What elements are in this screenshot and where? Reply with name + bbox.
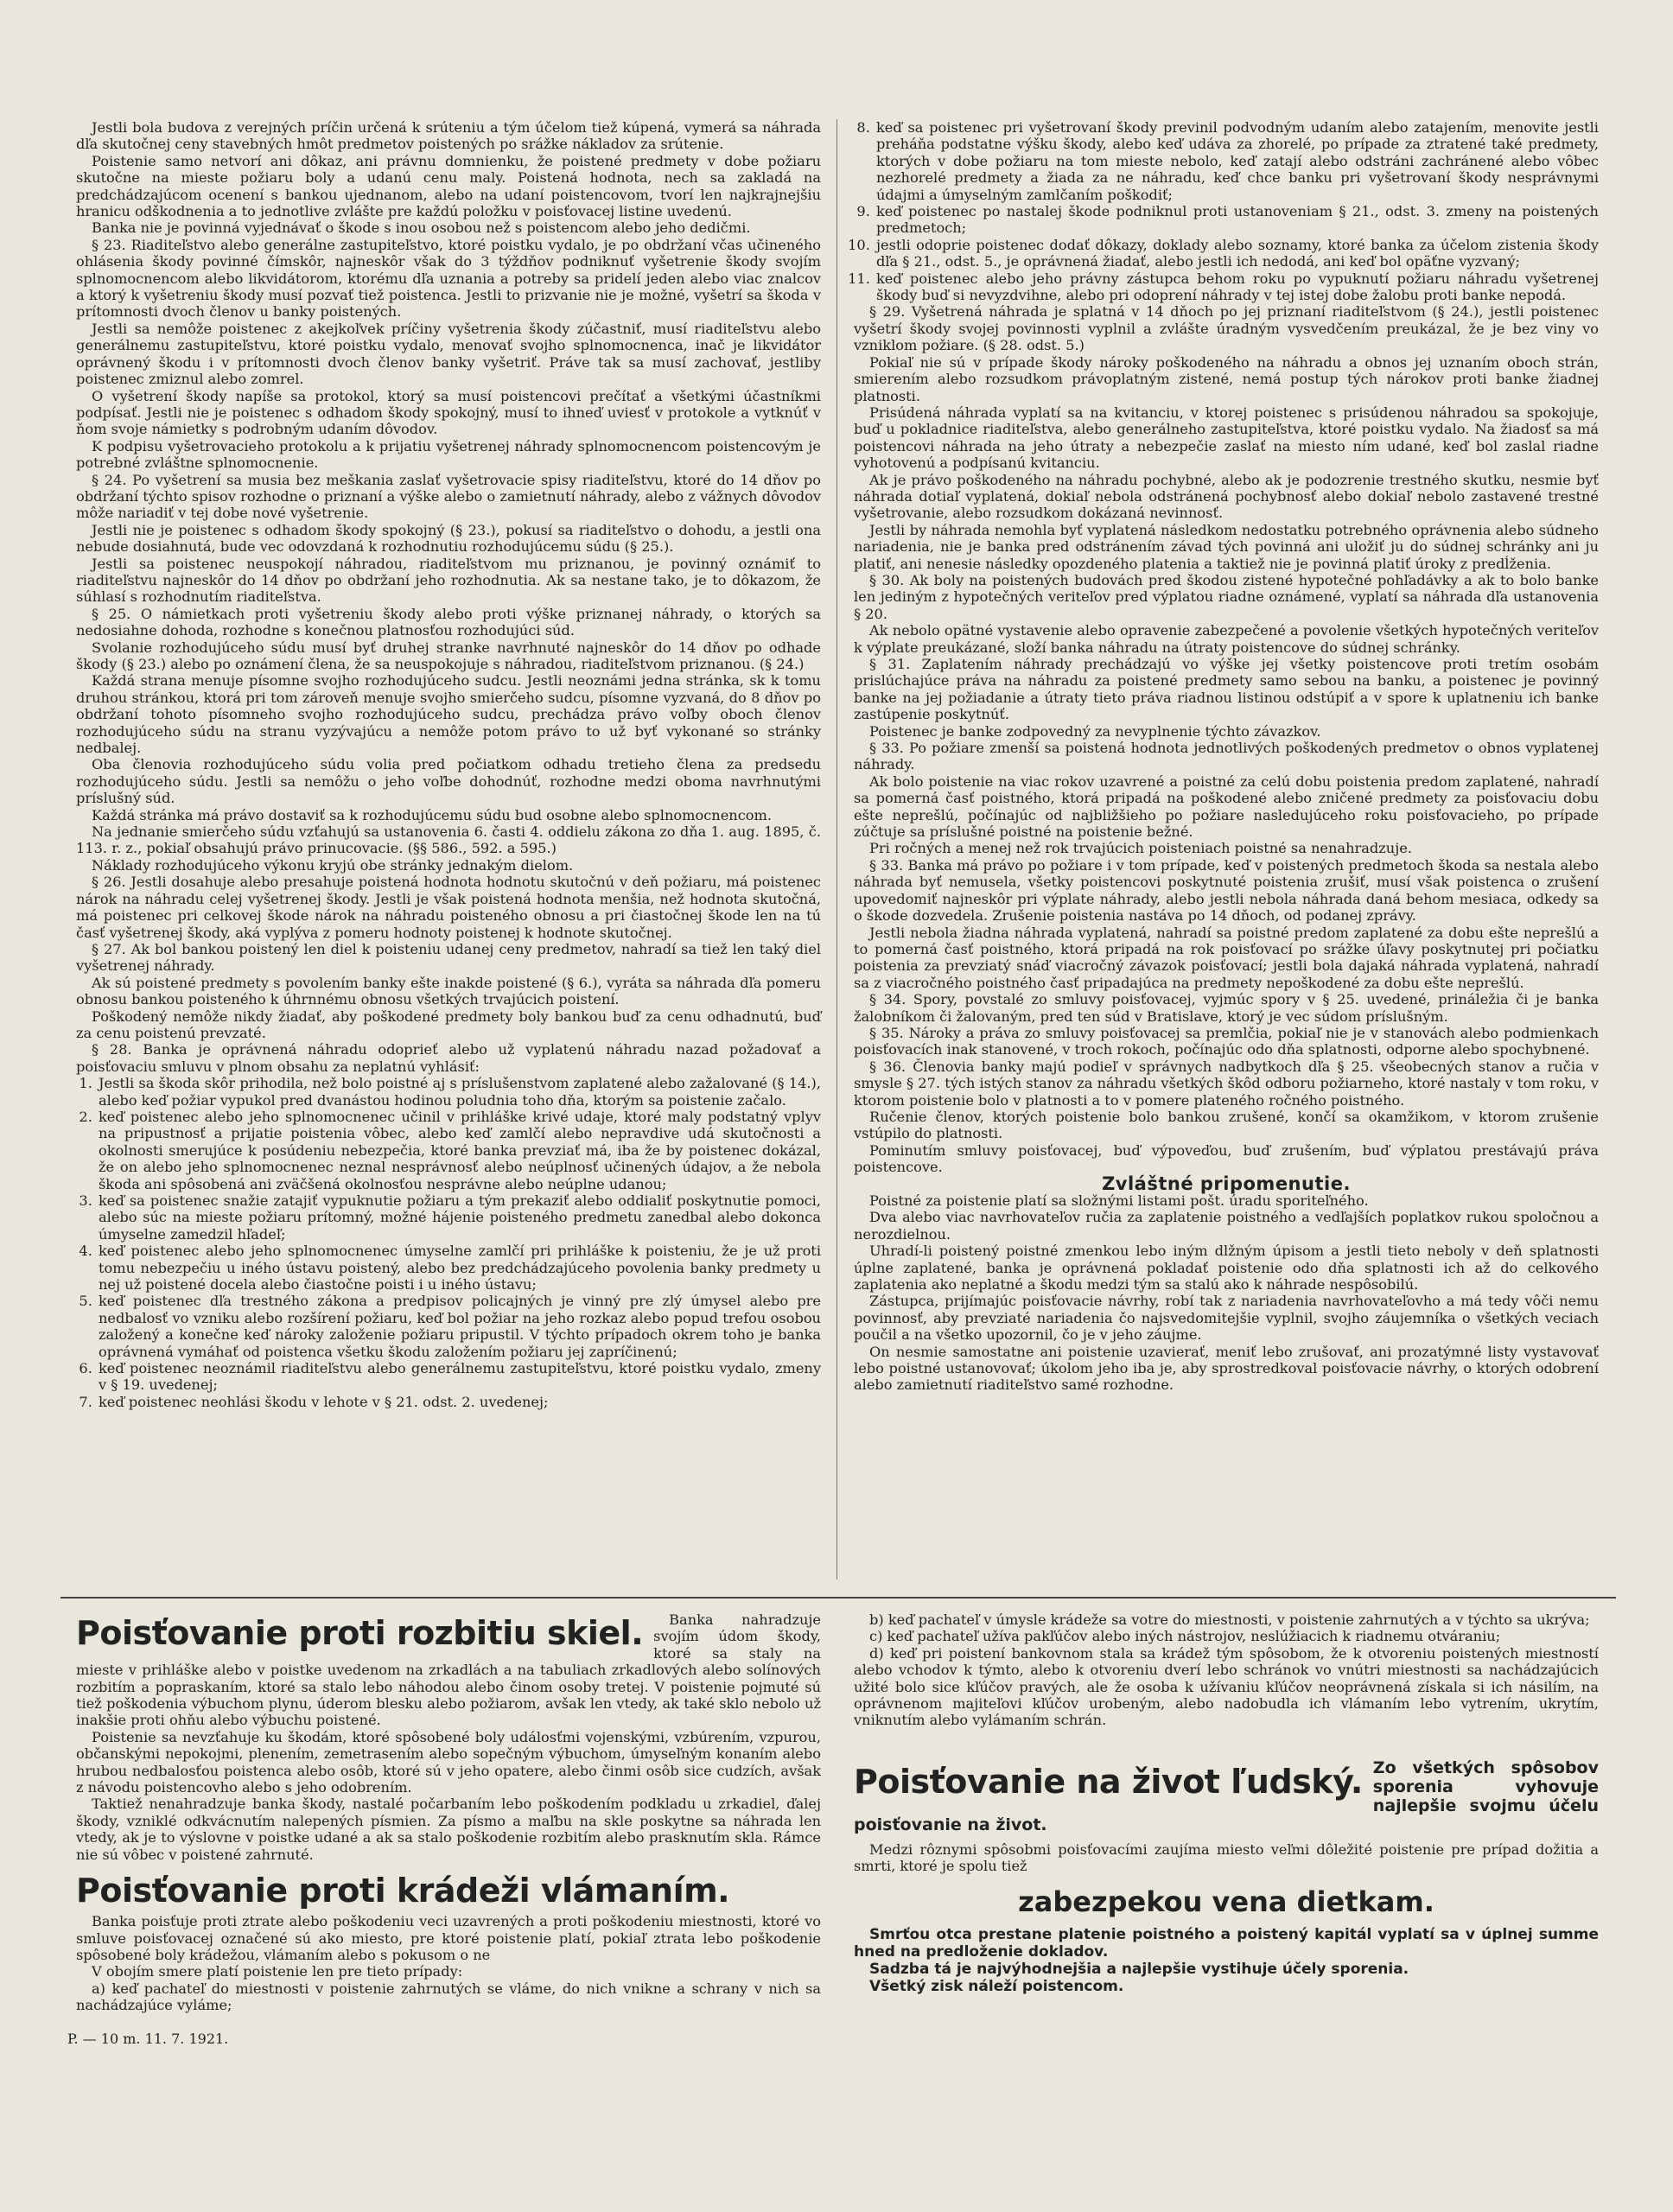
paragraph: Jestli by náhrada nemohla byť vyplatená následkom nedostatku potrebného oprávnenia alebo súdneho nariadenia, nie je banka pred odstránením závad tých povinná ani uložiť ju do súdnej schránky ani ju platiť, ani nenesie následky opozdeného platenia a taktiež nie je povinná platiť úroky z predĺženia. — [854, 521, 1599, 572]
paragraph: Sadzba tá je najvýhodnejšia a najlepšie vystihuje účely sporenia. — [869, 1961, 1409, 1979]
paragraph: Poistenie sa nevzťahuje ku škodám, ktoré spôsobené boly událosťmi vojenskými, vzbúrením, vzpurou, občanskými nepokojmi, plenením, zemetrasením alebo sopečným výbuchom, úmyseľným konaním alebo hrubou nedbalosťou poistenca alebo osôb, ktoré sú v jeho opatere, alebo činmi osôb sice cudzích, avšak z návodu poistencovho alebo s jeho odobrením. — [76, 1728, 821, 1796]
glass-insurance-heading: Poisťovanie proti rozbitiu skiel. — [76, 1614, 644, 1652]
paragraph: Náklady rozhodujúceho výkonu kryjú obe stránky jednakým dielom. — [92, 856, 574, 874]
list-item: 6. keď poistenec neoznámil riaditeľstvu alebo generálnemu zastupiteľstvu, ktoré poistku vydalo, zmeny v § 19. uvedenej; — [97, 1360, 821, 1394]
paragraph: Medzi rôznymi spôsobmi poisťovacími zaujíma miesto veľmi dôležité poistenie pre prípad dožitia a smrti, ktoré je spolu tiež — [854, 1840, 1599, 1875]
paragraph: a) keď pachateľ do miestnosti v poistenie zahrnutých se vláme, do nich vnikne a schrany v nich sa nachádzajúce vyláme; — [76, 1980, 821, 2014]
paragraph: On nesmie samostatne ani poistenie uzavierať, meniť lebo zrušovať, ani prozatýmné listy vystavovať lebo poistné ustanovovať; úkolom jeho iba je, aby sprostredkoval poisťovacie návrhy, o ktorých odobrení alebo zamietnutí riaditeľstvo samé rozhodne. — [854, 1343, 1599, 1394]
paragraph: § 33. Banka má právo po požiare i v tom prípade, keď v poistených predmetoch škoda sa nestala alebo náhrada byť nemusela, všetky poistencovi poskytnuté poistenia zrušiť, musí však poistenca o zrušení upovedomiť najneskôr pri výplate náhrady, alebo jestli nebola náhrada daná behom mesiaca, odkedy sa o škode dozvedela. Zrušenie poistenia nastáva po 14 dňoch, od podanej zprávy. — [854, 856, 1599, 925]
paragraph: Poistenie samo netvorí ani dôkaz, ani právnu domnienku, že poistené predmety v dobe požiaru skutočne na mieste požiaru boly a udanú cenu maly. Poistená hodnota, nech sa zakladá na predchádzajúcom ocenení s bankou ujednanom, alebo na udaní poistencovom, tvorí len najkrajnejšiu hranicu odškodnenia a to jednotlive zvlášte pre každú položku v poisťovacej listine uvedenú. — [76, 152, 821, 220]
paragraph: § 29. Vyšetrená náhrada je splatná v 14 dňoch po jej priznaní riaditeľstvom (§ 24.), jestli poistenec vyšetrí škody svojej povinnosti vyplnil a zvlášte úradným vysvedčením preukázal, že je bez viny vo vzniklom požiare. (§ 28. odst. 5.) — [854, 303, 1599, 354]
paragraph: K podpisu vyšetrovacieho protokolu a k prijatiu vyšetrenej náhrady splnomocnencom poistencovým je potrebné zvláštne splnomocnenie. — [76, 437, 821, 472]
section-divider — [60, 1597, 1616, 1599]
paragraph: Poistenec je banke zodpovedný za nevyplnenie týchto závazkov. — [869, 722, 1321, 740]
paragraph: § 23. Riaditeľstvo alebo generálne zastupiteľstvo, ktoré poistku vydalo, je po obdržaní včas učineného ohlásenia škody povinné čímskôr, najneskôr však do 3 týždňov podniknuť vyšetrenie škody svojím splnomocnencom alebo likvidátorom, ktorému dľa uznania a potreby sa pridelí jeden alebo viac znalcov a ktorý k vyšetreniu škody musí pozvať tiež poistenca. Jestli to prizvanie nie je možné, vyšetrí sa škoda v prítomnosti dvoch členov u banky poistených. — [76, 236, 821, 321]
bottom-right-section — [854, 1611, 1599, 1995]
dowry-heading: zabezpekou vena dietkam. — [1018, 1885, 1434, 1918]
paragraph: Na jednanie smierčeho súdu vzťahujú sa ustanovenia 6. časti 4. oddielu zákona zo dňa 1. aug. 1895, č. 113. r. z., pokiaľ obsahujú právo prinucovacie. (§§ 586., 592. a 595.) — [76, 823, 821, 857]
paragraph: Ručenie členov, ktorých poistenie bolo bankou zrušené, končí sa okamžikom, v ktorom zrušenie vstúpilo do platnosti. — [854, 1108, 1599, 1142]
list-item: 7. keď poistenec neohlási škodu v lehote v § 21. odst. 2. uvedenej; — [97, 1394, 821, 1410]
paragraph: § 28. Banka je oprávnená náhradu odoprieť alebo už vyplatenú náhradu nazad požadovať a poisťovaciu smluvu v plnom obsahu za neplatnú vyhlásiť: — [76, 1041, 821, 1075]
paragraph: Jestli sa poistenec neuspokojí náhradou, riaditeľstvom mu priznanou, je povinný oznámiť to riaditeľstvu najneskôr do 14 dňov po obdržaní jeho rozhodnutia. Ak sa nestane tako, je to dôkazom, že súhlasí s rozhodnutím riaditeľstva. — [76, 555, 821, 606]
paragraph: § 31. Zaplatením náhrady prechádzajú vo výške jej všetky poistencove proti tretím osobám prislúchajúce práva na náhradu za poistené predmety samo sebou na banku, a poistenec je povinný banke na jej požiadanie a útraty tieto práva riadnou listinou odstúpiť a v spore k uplatneniu ich banke zastúpenie poskytnúť. — [854, 656, 1599, 723]
paragraph: V obojím smere platí poistenie len pre tieto prípady: — [92, 1963, 463, 1980]
list-item: 8. keď sa poistenec pri vyšetrovaní škody previnil podvodným udaním alebo zatajením, menovite jestli preháňa podstatne výšku škody, alebo keď udáva za zhorelé, po prípade za ztratené také predmety, ktorých v dobe požiaru na tom mieste nebolo, keď zatají alebo odstráni zachránené alebo vôbec nezhorelé predmety a žiada za ne náhradu, keď chce banku pri vyšetrovaní škody nesprávnymi údajmi a úmyselným zamlčaním poškodiť; — [875, 119, 1599, 203]
paragraph: Prisúdená náhrada vyplatí sa na kvitanciu, v ktorej poistenec s prisúdenou náhradou sa spokojuje, buď u pokladnice riaditeľstva, alebo generálneho zastupiteľstva, ktoré poistku vydalo. Na žiadosť sa má poistencovi náhrada na jeho útraty a nebezpečie zaslať na miesto ním udané, keď bol zaslal riadne vyhotovenú a podpísanú kvitanciu. — [854, 404, 1599, 472]
list-item: 9. keď poistenec po nastalej škode podniknul proti ustanoveniam § 21., odst. 3. zmeny na poistených predmetoch; — [875, 203, 1599, 237]
paragraph: Svolanie rozhodujúceho súdu musí byť druhej stranke navrhnuté najneskôr do 14 dňov po odhade škody (§ 23.) alebo po oznámení člena, že sa neuspokojuje s náhradou, riaditeľstvom priznanou. (§ 24.) — [76, 639, 821, 672]
paragraph: Každá stránka má právo dostaviť sa k rozhodujúcemu súdu bud osobne alebo splnomocnencom. — [92, 806, 773, 823]
life-insurance-heading: Poisťovanie na život ľudský. — [854, 1762, 1363, 1801]
paragraph: O vyšetrení škody napíše sa protokol, ktorý sa musí poistencovi prečítať a všetkými účastníkmi podpísať. Jestli nie je poistenec s odhadom škody spokojný, musí to ihneď uviesť v protokole a vytknúť v ňom svoje námietky s podrobným udaním dôvodov. — [76, 387, 821, 438]
paragraph: Pri ročných a menej než rok trvajúcich poisteniach poistné sa nenahradzuje. — [869, 840, 1412, 857]
print-footer: P. — 10 m. 11. 7. 1921. — [67, 2031, 229, 2047]
list-item: 4. keď poistenec alebo jeho splnomocnenec úmyselne zamlčí pri prihláške k poisteniu, že je už proti tomu nebezpečiu u iného ústavu poistený, alebo bez predchádzajúceho povolenia banky predmety u nej už poistené docela alebo čiastočne poisti i u iného ústavu; — [97, 1243, 821, 1293]
paragraph: Poistné za poistenie platí sa složnými listami pošt. úradu sporiteľného. — [869, 1192, 1369, 1209]
paragraph: § 35. Nároky a práva zo smluvy poisťovacej sa premlčia, pokiaľ nie je v stanovách alebo podmienkach poisťovacích inak stanovené, v troch rokoch, počínajúc odo dňa splatnosti, odporne alebo spochybnené. — [854, 1024, 1599, 1058]
paragraph: Poškodený nemôže nikdy žiadať, aby poškodené predmety boly bankou buď za cenu odhadnutú, buď za cenu poistenú prevzaté. — [76, 1007, 821, 1041]
paragraph: Jestli bola budova z verejných príčin určená k srúteniu a tým účelom tiež kúpená, vymerá sa náhrada dľa skutočnej ceny stavebných hmôt predmetov poistených po srážke nákladov za srútenie. — [76, 119, 821, 153]
paragraph: Ak je právo poškodeného na náhradu pochybné, alebo ak je podozrenie trestného skutku, nesmie byť náhrada dotiaľ vyplatená, dokiaľ nebola odstránená pochybnosť alebo dokiaľ nebolo zastavené trestné vyšetrovanie, alebo rozsudkom dokázaná nevinnosť. — [854, 471, 1599, 522]
list-item: 11. keď poistenec alebo jeho právny zástupca behom roku po vypuknutí požiaru náhradu vyšetrenej škody buď si nevyzdvihne, alebo pri odoprení náhrady v tej istej dobe žalobu proti banke nepodá. — [875, 270, 1599, 304]
list-item: b) keď pachateľ v úmysle krádeže sa votre do miestnosti, v poistenie zahrnutých a v týchto sa ukrýva; — [869, 1611, 1590, 1628]
paragraph: § 27. Ak bol bankou poistený len diel k poisteniu udanej ceny predmetov, nahradí sa tiež len taký diel vyšetrenej náhrady. — [76, 940, 821, 975]
paragraph: Pokiaľ nie sú v prípade škody nároky poškodeného na náhradu a obnos jej uznaním oboch strán, smierením alebo rozsudkom právoplatným zistené, nemá postup tých nárokov proti banke žiadnej platnosti. — [854, 353, 1599, 404]
paragraph: Taktiež nenahradzuje banka škody, nastalé počarbaním lebo poškodením podkladu u zrkadiel, ďalej škody, vzniklé odkvácnutím nalepených písmien. Za písmo a maľbu na skle poskytne sa náhrada len vtedy, ak je to výslovne v poistke udané a ak sa stalo poškodenie rozbitím alebo prasknutím skla. Rámce nie sú vôbec v poistené zahrnuté. — [76, 1796, 821, 1863]
list-item: d) keď pri poistení bankovnom stala sa krádež tým spôsobom, že k otvoreniu poistených miestností alebo vchodov k týmto, alebo k otvoreniu dverí lebo schránok vo vnútri miestnosti sa nachádzajúcich užité bolo sice kľúčov pravých, ale že osoba k užívaniu kľúčov neoprávnená získala si ich násilím, na oprávnenom majiteľovi kľúčov urobeným, alebo nadobudla ich vlámaním lebo vytrením, ukrytím, vniknutím alebo vylámaním schrán. — [854, 1644, 1599, 1729]
life-insurance-slogan: Zo všetkých spôsobov sporenia vyhovuje najlepšie svojmu účelu poisťovanie na život. — [854, 1758, 1599, 1834]
numbered-list-continued — [854, 119, 1599, 303]
paragraph: Banka nahradzuje svojím údom škody, ktoré sa staly na mieste v prihláške alebo v poistke uvedenom na zrkadlách a na tabuliach zrkadlových alebo solínových rozbitím a popraskaním, ktoré sa stalo lebo náhodou alebo činom osoby tretej. V poistenie pojmuté sú tiež poškodenia výbuchom plynu, úderom blesku alebo požiarom, avšak len vtedy, ak také sklo nebolo už inakšie proti ohňu alebo výbuchu poistené. — [76, 1611, 821, 1729]
burglary-insurance-heading: Poisťovanie proti krádeži vlámaním. — [76, 1872, 730, 1910]
paragraph: § 34. Spory, povstalé zo smluvy poisťovacej, vyjmúc spory v § 25. uvedené, prináležia či je banka žalobníkom či žalovaným, pred ten súd v Bratislave, ktorý je vec súdom príslušným. — [854, 991, 1599, 1025]
paragraph: Oba členovia rozhodujúceho súdu volia pred počiatkom odhadu tretieho člena za predsedu rozhodujúceho súdu. Jestli sa nemôžu o jeho voľbe dohodnúť, rozhodne medzi oboma navrhnutými príslušný súd. — [76, 756, 821, 807]
paragraph: § 24. Po vyšetrení sa musia bez meškania zaslať vyšetrovacie spisy riaditeľstvu, ktoré do 14 dňov po obdržaní týchto spisov rozhodne o priznaní a výške alebo o zamietnutí náhrady, alebo z vážnych dôvodov môže nariadiť v tej dobe nové vyšetrenie. — [76, 471, 821, 522]
column-divider — [836, 119, 837, 1580]
left-column — [76, 119, 821, 1410]
paragraph: Každá strana menuje písomne svojho rozhodujúceho sudcu. Jestli neoznámi jedna stránka, sk k tomu druhou stránkou, ktorá pri tom zároveň menuje svojho smierčeho sudcu, písomne vyzvaná, do 8 dňov po obdržaní tohoto písomneho svojho rozhodujúceho sudcu, prechádza právo voľby oboch členov rozhodujúceho súdu na stranu vyzývajúcu a nemôže potom právo to už byť vykonané so stránky nedbalej. — [76, 672, 821, 757]
paragraph: Uhradí-li poistený poistné zmenkou lebo iným dlžným úpisom a jestli tieto neboly v deň splatnosti úplne zaplatené, banka je oprávnená pokladať poistenie odo dňa splatnosti ich až do celkového zaplatenia ako neplatné a škodu medzi tým sa stalú ako k náhrade nespôsobilú. — [854, 1243, 1599, 1294]
paragraph: § 33. Po požiare zmenší sa poistená hodnota jednotlivých poškodených predmetov o obnos vyplatenej náhrady. — [854, 740, 1599, 773]
paragraph: § 36. Členovia banky majú podieľ v správnych nadbytkoch dľa § 25. všeobecných stanov a ručia v smysle § 27. tých istých stanov za náhradu všetkých škôd odboru požiarneho, ktoré nastaly v tom roku, v ktorom poistenie bolo v platnosti a to v pomere plateného ročného poistného. — [854, 1058, 1599, 1109]
right-column — [854, 119, 1599, 1394]
list-item: 5. keď poistenec dľa trestného zákona a predpisov policajných je vinný pre zlý úmysel alebo pre nedbalosť vo vzniku alebo rozšírení požiaru, keď bol požiar na jeho rozkaz alebo popud trefou osobou založený a konečne keď nároky založenie požiaru pripustil. V týchto prípadoch okrem toho je banka oprávnená vymáhať od poistenca všetku škodu založením požiaru jej zapríčinenú; — [97, 1293, 821, 1360]
paragraph: § 26. Jestli dosahuje alebo presahuje poistená hodnota hodnotu skutočnú v deň požiaru, má poistenec nárok na náhradu celej vyšetrenej škody. Jestli je však poistená hodnota menšia, než hodnota skutočná, má poistenec pri celkovej škode nárok na náhradu poisteného obnosu a pri čiastočnej škode len na tú časť vyšetrenej škody, aká vyplýva z pomeru hodnoty poistenej k hodnote skutočnej. — [76, 874, 821, 941]
list-item: c) keď pachateľ užíva pakľúčov alebo iných nástrojov, neslúžiacich k riadnemu otváraniu; — [869, 1628, 1501, 1645]
paragraph: Smrťou otca prestane platenie poistného a poistený kapitál vyplatí sa v úplnej summe hned na predloženie dokladov. — [854, 1926, 1599, 1961]
list-item: 1. Jestli sa škoda skôr prihodila, než bolo poistné aj s príslušenstvom zaplatené alebo zažalované (§ 14.), alebo keď požiar vypukol pred dvanástou hodinou poludnia toho dňa, ktorým sa poistenie začalo. — [97, 1075, 821, 1109]
numbered-list — [76, 1075, 821, 1410]
paragraph: § 30. Ak boly na poistených budovách pred škodou zistené hypotečné pohľadávky a ak to bolo banke len jediným z hypotečných veriteľov pred výplatou riadne oznámené, vyplatí sa náhrada dľa ustanovenia § 20. — [854, 571, 1599, 622]
section-heading: Zvláštné pripomenutie. — [1102, 1173, 1351, 1194]
paragraph: Všetký zisk náleží poistencom. — [869, 1978, 1124, 1996]
paragraph: Ak nebolo opätné vystavenie alebo opravenie zabezpečené a povolenie všetkých hypotečných veriteľov k výplate preukázané, složí banka náhradu na útraty poistencove do súdnej schránky. — [854, 622, 1599, 656]
paragraph: Ak sú poistené predmety s povolením banky ešte inakde poistené (§ 6.), vyráta sa náhrada dľa pomeru obnosu bankou poisteného k úhrnnému obnosu všetkých trvajúcich poistení. — [76, 974, 821, 1008]
paragraph: § 25. O námietkach proti vyšetreniu škody alebo proti výške priznanej náhrady, o ktorých sa nedosiahne dohoda, rozhodne s konečnou platnosťou rozhodujúci súd. — [76, 605, 821, 639]
paragraph: Banka poisťuje proti ztrate alebo poškodeniu veci uzavrených a proti poškodeniu miestnosti, ktoré vo smluve poisťovacej označené sú ako miesto, pre ktoré poistenie platí, pokiaľ ztrata lebo poškodenie spôsobené boly krádežou, vlámaním alebo s pokusom o ne — [76, 1913, 821, 1963]
bottom-left-section — [76, 1611, 821, 2014]
paragraph: Jestli nebola žiadna náhrada vyplatená, nahradí sa poistné predom zaplatené za dobu ešte neprešlú a to pomerná časť poistného, ktorá pripadá na rok poisťovací po srážke úľavy poskytnutej pri počiatku poistenia za prevziatý snáď viacročný závazok poisťovací; jestli bola dajaká náhrada vyplatená, nahradí sa z viacročného poistného časť pripadajúca na predmety nepoškodené za dobu ešte neprešlú. — [854, 924, 1599, 991]
paragraph: Banka nie je povinná vyjednávať o škode s inou osobou než s poistencom alebo jeho dedičmi. — [92, 219, 751, 237]
list-item: 3. keď sa poistenec snažie zatajiť vypuknutie požiaru a tým prekaziť alebo oddialiť poskytnutie pomoci, alebo súc na mieste požiaru prítomný, možné hájenie poisteného predmetu zanedbal alebo dokonca úmyselne zamedzil hľadeľ; — [97, 1192, 821, 1243]
paragraph: Ak bolo poistenie na viac rokov uzavrené a poistné za celú dobu poistenia predom zaplatené, nahradí sa pomerná časť poistného, ktorá pripadá na poškodené alebo zničené predmety za poisťovaciu dobu ešte neprešlú, počínajúc od najbližšieho po požiare nasledujúceho roku poisťovacieho, po prípade zúčtuje sa príslušné poistné na poistenie bežné. — [854, 772, 1599, 841]
paragraph: Zástupca, prijímajúc poisťovacie návrhy, robí tak z nariadenia navrhovateľovho a má tedy vôči nemu povinnosť, aby prevziaté nariadenia čo najsvedomitejšie vyplnil, svojho záujemníka o všetkých veciach poučil a na všetko upozornil, čo je v jeho záujme. — [854, 1293, 1599, 1344]
list-item: 2. keď poistenec alebo jeho splnomocnenec učinil v prihláške krivé udaje, ktoré maly podstatný vplyv na pripustnosť a prijatie poistenia vôbec, alebo keď zamlčí alebo nepravdive udá skutočnosti a okolnosti smerujúce k posúdeniu nebezpečia, ktoré banka prevziať má, iba že by poistenec dokázal, že on alebo jeho splnomocnenec neznal nesprávnosť alebo neúplnosť učinených údajov, a že nebola škoda ani spôsobená ani zväčšená okolnosťou nesprávne alebo neúplne udanou; — [97, 1109, 821, 1192]
paragraph: Dva alebo viac navrhovateľov ručia za zaplatenie poistného a vedľajších poplatkov rukou spoločnou a nerozdielnou. — [854, 1209, 1599, 1243]
list-item: 10. jestli odoprie poistenec dodať dôkazy, doklady alebo soznamy, ktoré banka za účelom zistenia škody dľa § 21., odst. 5., je oprávnená žiadať, alebo jestli ich nedodá, ani keď bol opäťne vyzvaný; — [875, 237, 1599, 270]
paragraph: Pominutím smluvy poisťovacej, buď výpoveďou, buď zrušením, buď výplatou prestávajú práva poistencove. — [854, 1141, 1599, 1176]
paragraph: Jestli sa nemôže poistenec z akejkoľvek príčiny vyšetrenia škody zúčastniť, musí riaditeľstvu alebo generálnemu zastupiteľstvu, ktoré poistku vydalo, menovať svojho splnomocnenca, inač je likvidátor oprávnený škodu i v prítomnosti dvoch členov banky vyšetriť. Práve tak sa musí zachovať, jestliby poistenec zmiznul alebo zomrel. — [76, 320, 821, 388]
paragraph: Jestli nie je poistenec s odhadom škody spokojný (§ 23.), pokusí sa riaditeľstvo o dohodu, a jestli ona nebude dosiahnutá, bude vec odovzdaná k rozhodnutiu rozhodujúcemu súdu (§ 25.). — [76, 521, 821, 556]
